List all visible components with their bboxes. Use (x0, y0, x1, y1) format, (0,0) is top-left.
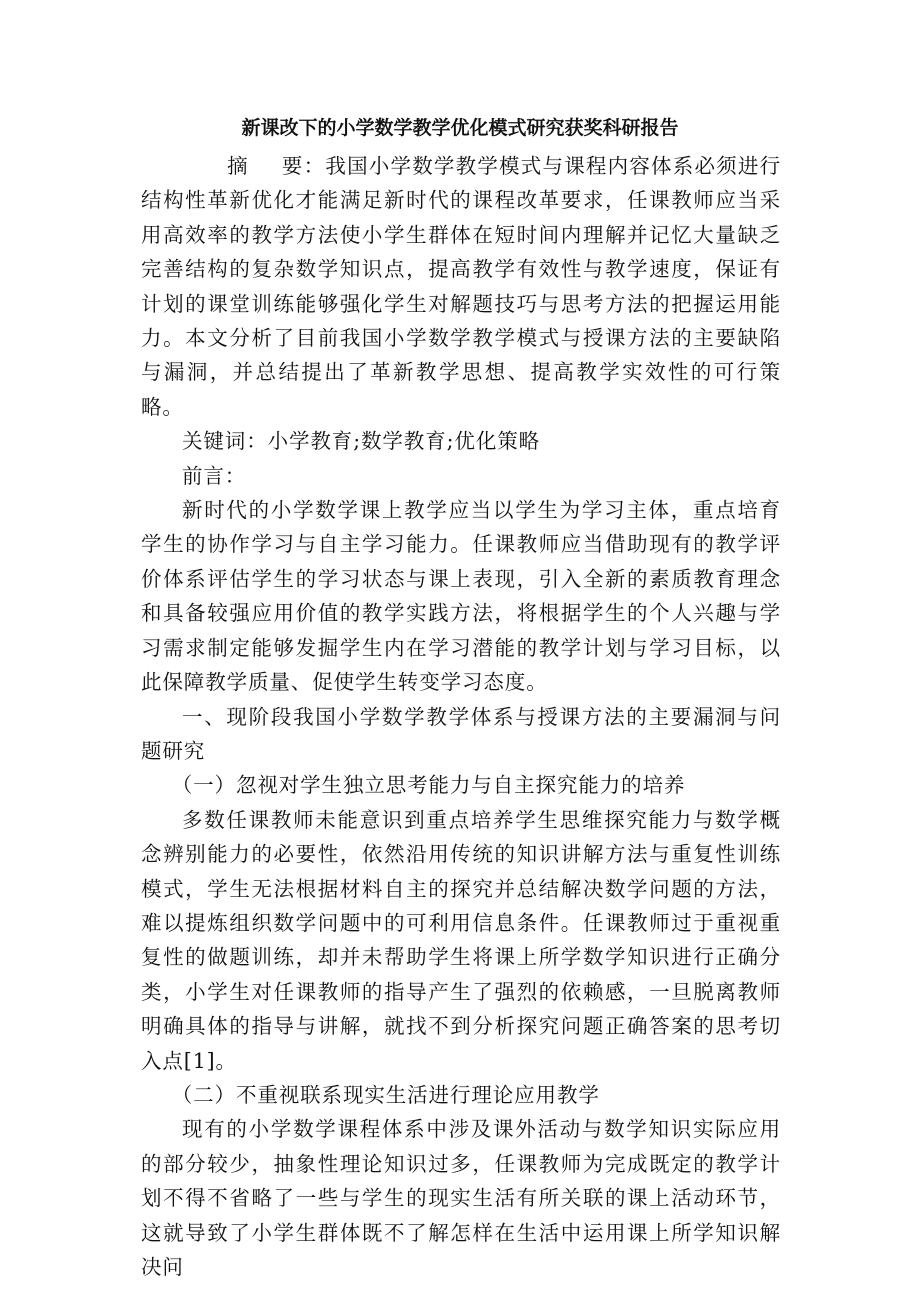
abstract-label-b: 要： (281, 154, 326, 178)
sub2-heading: （二）不重视联系现实生活进行理论应用教学 (171, 1082, 600, 1107)
sub1-paragraph: 多数任课教师未能意识到重点培养学生思维探究能力与数学概念辨别能力的必要性，依然沿用传统的知识讲解方法与重复性训练模式，学生无法根据材料自主的探究并总结解决数学问题的方法，难以提炼组织数学问题中的可利用信息条件。任课教师过于重视重复性的做题训练，却并未帮助学生将课上所学数学知识进行正确分类，小学生对任课教师的指导产生了强烈的依赖感，一旦脱离教师明确具体的指导与讲解，就找不到分析探究问题正确答案的思考切入点[1]。 (141, 807, 781, 1073)
sub2-paragraph: 现有的小学数学课程体系中涉及课外活动与数学知识实际应用的部分较少，抽象性理论知识过多，任课教师为完成既定的教学计划不得不省略了一些与学生的现实生活有所关联的课上活动环节，这就导致了小学生群体既不了解怎样在生活中运用课上所学知识解决问 (141, 1117, 781, 1279)
preface-paragraph: 新时代的小学数学课上教学应当以学生为学习主体，重点培育学生的协作学习与自主学习能力。任课教师应当借助现有的教学评价体系评估学生的学习状态与课上表现，引入全新的素质教育理念和具备较强应用价值的教学实践方法，将根据学生的个人兴趣与学习需求制定能够发掘学生内在学习潜能的教学计划与学习目标，以此保障教学质量、促使学生转变学习态度。 (141, 498, 781, 695)
abstract-text: 我国小学数学教学模式与课程内容体系必须进行结构性革新优化才能满足新时代的课程改革要求，任课教师应当采用高效率的教学方法使小学生群体在短时间内理解并记忆大量缺乏完善结构的复杂数学知识点，提高教学有效性与教学速度，保证有计划的课堂训练能够强化学生对解题技巧与思考方法的把握运用能力。本文分析了目前我国小学数学教学模式与授课方法的主要缺陷与漏洞，并总结提出了革新教学思想、提高教学实效性的可行策略。 (141, 154, 781, 419)
document-body (141, 149, 781, 1284)
document-title: 新课改下的小学数学教学优化模式研究获奖科研报告 (241, 117, 679, 139)
keywords-line: 关键词：小学教育;数学教育;优化策略 (182, 429, 541, 454)
abstract-label-a: 摘 (227, 154, 249, 178)
abstract-paragraph (141, 149, 781, 424)
sub1-heading: （一）忽视对学生独立思考能力与自主探究能力的培养 (171, 773, 686, 798)
section1-heading: 一、现阶段我国小学数学教学体系与授课方法的主要漏洞与问题研究 (141, 704, 781, 763)
preface-label: 前言： (182, 463, 247, 488)
